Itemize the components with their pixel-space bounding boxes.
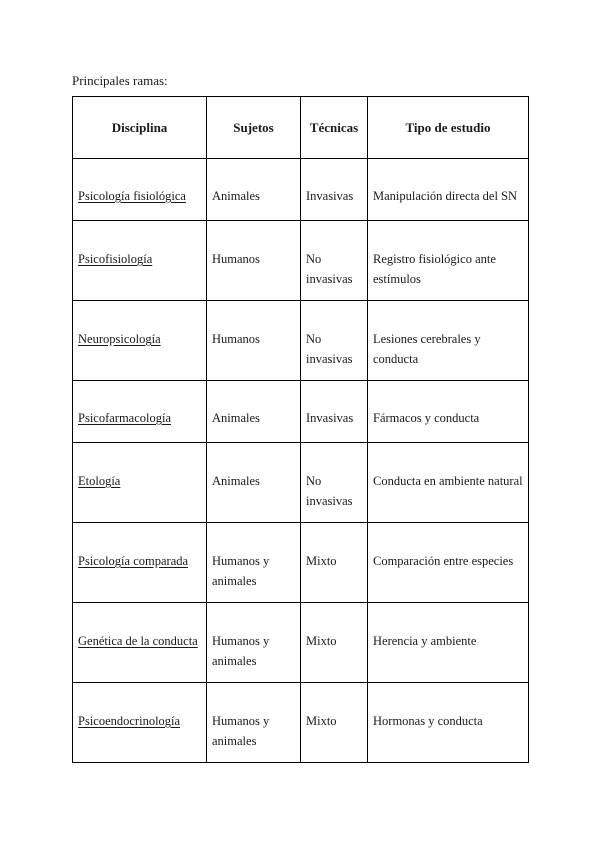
cell-tecnicas: Mixto: [301, 523, 368, 603]
cell-disciplina: [73, 683, 207, 763]
cell-disciplina: [73, 603, 207, 683]
cell-tecnicas: Mixto: [301, 603, 368, 683]
cell-tipo-estudio: Lesiones cerebrales y conducta: [368, 301, 529, 381]
cell-sujetos: Humanos: [207, 301, 301, 381]
header-disciplina: Disciplina: [73, 97, 207, 159]
cell-tecnicas: Invasivas: [301, 159, 368, 221]
table-row: [73, 683, 529, 763]
cell-tecnicas: No invasivas: [301, 443, 368, 523]
table-row: [73, 381, 529, 443]
cell-tipo-estudio: Herencia y ambiente: [368, 603, 529, 683]
disciplina-link[interactable]: Neuropsicología: [78, 332, 161, 346]
table-row: [73, 523, 529, 603]
cell-disciplina: [73, 301, 207, 381]
table-row: [73, 221, 529, 301]
cell-tipo-estudio: Comparación entre especies: [368, 523, 529, 603]
cell-tipo-estudio: Hormonas y conducta: [368, 683, 529, 763]
table-row: [73, 603, 529, 683]
disciplina-link[interactable]: Psicología fisiológica: [78, 189, 186, 203]
table-row: [73, 159, 529, 221]
disciplina-link[interactable]: Psicología comparada: [78, 554, 189, 568]
cell-tipo-estudio: Registro fisiológico ante estímulos: [368, 221, 529, 301]
intro-text: Principales ramas:: [72, 73, 168, 88]
branches-table: [72, 96, 529, 763]
cell-sujetos: Humanos y animales: [207, 603, 301, 683]
cell-tipo-estudio: Conducta en ambiente natural: [368, 443, 529, 523]
cell-disciplina: [73, 159, 207, 221]
cell-disciplina: [73, 523, 207, 603]
cell-sujetos: Animales: [207, 381, 301, 443]
header-sujetos: Sujetos: [207, 97, 301, 159]
disciplina-link[interactable]: Psicoendocrinología: [78, 714, 181, 728]
cell-tecnicas: Mixto: [301, 683, 368, 763]
header-tipo-estudio: Tipo de estudio: [368, 97, 529, 159]
cell-disciplina: [73, 221, 207, 301]
table-header-row: [73, 97, 529, 159]
disciplina-link[interactable]: Psicofarmacología: [78, 411, 172, 425]
table-row: [73, 301, 529, 381]
cell-tecnicas: No invasivas: [301, 221, 368, 301]
cell-sujetos: Humanos: [207, 221, 301, 301]
cell-sujetos: Animales: [207, 159, 301, 221]
header-tecnicas: Técnicas: [301, 97, 368, 159]
cell-sujetos: Humanos y animales: [207, 523, 301, 603]
table-row: [73, 443, 529, 523]
disciplina-link[interactable]: Genética de la conducta: [78, 634, 198, 648]
cell-disciplina: [73, 443, 207, 523]
cell-sujetos: Humanos y animales: [207, 683, 301, 763]
cell-tecnicas: No invasivas: [301, 301, 368, 381]
disciplina-link[interactable]: Etología: [78, 474, 121, 488]
cell-sujetos: Animales: [207, 443, 301, 523]
cell-disciplina: [73, 381, 207, 443]
cell-tipo-estudio: Fármacos y conducta: [368, 381, 529, 443]
disciplina-link[interactable]: Psicofisiología: [78, 252, 153, 266]
cell-tecnicas: Invasivas: [301, 381, 368, 443]
cell-tipo-estudio: Manipulación directa del SN: [368, 159, 529, 221]
